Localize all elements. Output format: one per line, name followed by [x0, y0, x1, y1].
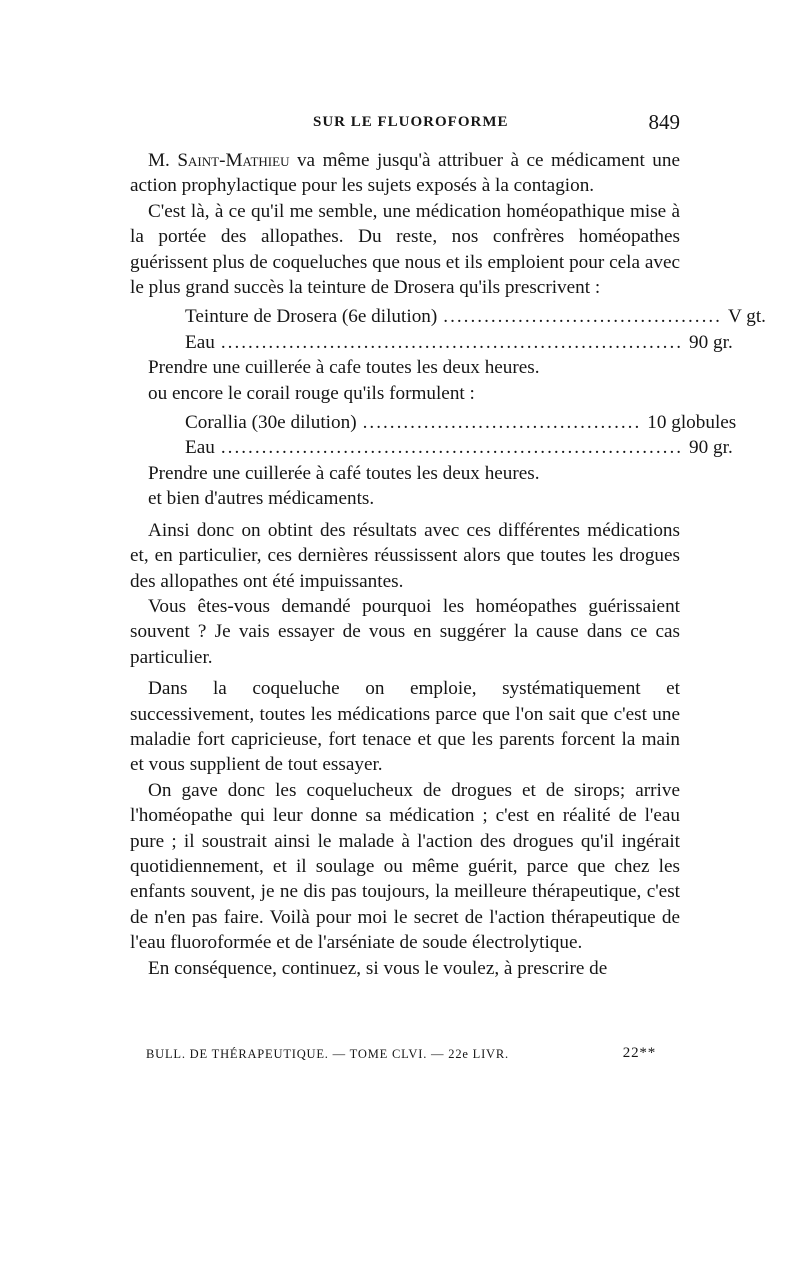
prescription-quantity: 90 gr. [689, 331, 733, 353]
leader-dots: .................................................................... [220, 437, 684, 459]
paragraph-whooping-cough: Dans la coqueluche on emploie, systématiquement et successivement, toutes les médications parce que l'on sait que c'est une maladie fort capricieuse, fort tenace et que les parents forcent la main et vous supplient de tout essayer. [130, 678, 680, 776]
paragraph-results: Ainsi donc on obtint des résultats avec ces différentes médications et, en particulier, ces dernières réussissent alors que toutes les drogues des allopathes ont été impuissantes. [130, 519, 680, 592]
prescription-line-drosera [185, 304, 766, 329]
page-number: 849 [648, 110, 680, 134]
paragraph-homeopathy: C'est là, à ce qu'il me semble, une médication homéopathique mise à la portée des allopathes. Du reste, nos confrères homéopathes guérissent plus de coqueluches que nous et ils emploient pour cela avec le plus grand succès la teinture de Drosera qu'ils prescrivent : [130, 200, 680, 299]
page-footer [146, 1045, 656, 1067]
running-title: SUR LE FLUOROFORME [313, 114, 509, 130]
paragraph-saint-mathieu [130, 148, 680, 199]
prescription-label: Teinture de Drosera (6e dilution) [185, 306, 438, 328]
printer-signature: 22** [622, 1045, 656, 1061]
prescription-quantity: 90 gr. [689, 437, 733, 459]
paragraph-question: Vous êtes-vous demandé pourquoi les homéopathes guérissaient souvent ? Je vais essayer de vous en suggérer la cause dans ce cas particulier. [130, 595, 680, 668]
prescription-line-eau [185, 330, 733, 355]
paragraph-secret: On gave donc les coqueluchеux de drogues et de sirops; arrive l'homéopathe qui leur donne sa médication ; c'est en réalité de l'eau pure ; il soustrait ainsi le malade à l'action des drogues qu'il ingérait quotidiennement, et il soulage ou même guérit, parce que chez les enfants souvent, je ne dis pas toujours, la meilleure thérapeutique, c'est de n'en pas faire. Voilà pour moi le secret de l'action thérapeutique de l'eau fluoroformée et de l'arséniate de soude électrolytique. [130, 779, 680, 954]
leader-dots: ......................................... [443, 306, 722, 328]
prescription-label: Eau [185, 331, 215, 353]
paragraph-conclusion: En conséquence, continuez, si vous le voulez, à prescrire de [148, 957, 608, 979]
running-head [130, 110, 680, 138]
paragraph-corail: ou encore le corail rouge qu'ils formulent : [148, 382, 475, 404]
paragraph-instructions-1: Prendre une cuillerée à cafe toutes les deux heures. [148, 357, 540, 379]
prescription-line-corallia [185, 410, 737, 435]
prescription-line-eau [185, 435, 733, 460]
leader-dots: .................................................................... [220, 331, 684, 353]
paragraph-instructions-2: Prendre une cuillerée à café toutes les deux heures. [148, 462, 540, 484]
prescription-quantity: V gt. [727, 306, 766, 328]
journal-reference: BULL. DE THÉRAPEUTIQUE. — TOME CLVI. — 22e LIVR. [146, 1047, 509, 1061]
prescription-label: Eau [185, 437, 215, 459]
leader-dots: ......................................... [362, 412, 642, 434]
prescription-label: Corallia (30e dilution) [185, 412, 357, 434]
paragraph-other-medicines: et bien d'autres médicaments. [148, 488, 375, 510]
prescription-quantity: 10 globules [647, 412, 737, 434]
page-body [130, 148, 766, 981]
author-name: M. Saint-Mathieu [148, 150, 290, 171]
paragraph-text: va même jusqu'à attribuer à ce médicament une action prophylactique pour les sujets exposés à la contagion. [130, 150, 680, 197]
